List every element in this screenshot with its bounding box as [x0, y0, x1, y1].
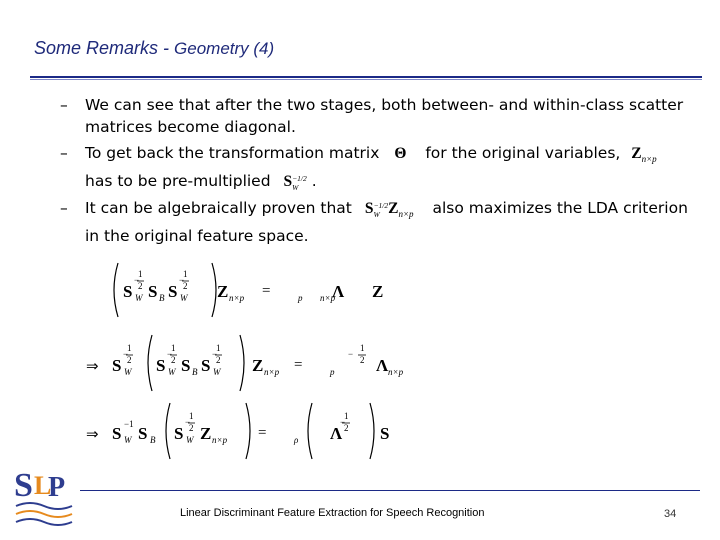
- svg-text:⇒: ⇒: [86, 427, 99, 443]
- svg-text:Z: Z: [252, 356, 264, 375]
- bullet-text: We can see that after the two stages, both between- and within-class scatter matrices become diagonal.: [85, 96, 684, 136]
- bullet-dash: –: [60, 144, 68, 162]
- math-sw: S −1/2 W: [283, 173, 307, 192]
- svg-text:1: 1: [138, 269, 143, 279]
- svg-text:=: =: [262, 283, 271, 299]
- svg-text:1: 1: [216, 343, 221, 353]
- svg-text:Z: Z: [217, 282, 229, 301]
- svg-text:−1: −1: [124, 419, 134, 429]
- svg-text:1: 1: [189, 411, 194, 421]
- math-theta: Θ: [394, 145, 407, 162]
- title-rule-thin: [30, 79, 702, 80]
- svg-text:W: W: [186, 435, 194, 445]
- equation-3: [86, 403, 389, 459]
- svg-text:B: B: [159, 293, 165, 303]
- svg-text:−: −: [185, 417, 191, 427]
- svg-text:B: B: [192, 367, 198, 377]
- svg-text:S: S: [380, 424, 390, 443]
- svg-text:S: S: [168, 282, 178, 301]
- slp-logo: [12, 462, 74, 534]
- svg-text:−: −: [340, 417, 346, 427]
- svg-text:1: 1: [171, 343, 176, 353]
- title-main: Some Remarks -: [34, 38, 175, 58]
- svg-text:2: 2: [344, 423, 349, 433]
- svg-text:ρ: ρ: [294, 435, 299, 445]
- svg-text:2: 2: [171, 355, 176, 365]
- bullet-text-c: has to be pre-multiplied: [85, 172, 271, 191]
- svg-text:S: S: [201, 356, 211, 375]
- svg-text:Z: Z: [372, 282, 384, 301]
- bullet-text-b: also maximizes the LDA criterion in the original feature space.: [85, 199, 688, 246]
- svg-text:Λ: Λ: [376, 356, 389, 375]
- bullet-dash: –: [60, 199, 68, 218]
- svg-text:−: −: [134, 275, 140, 285]
- svg-text:−: −: [348, 349, 354, 359]
- svg-text:W: W: [135, 293, 143, 303]
- svg-text:S: S: [156, 356, 166, 375]
- svg-text:S: S: [112, 356, 122, 375]
- slide-title: [34, 38, 274, 59]
- title-sub: Geometry (4): [174, 39, 275, 58]
- svg-text:−: −: [123, 349, 129, 359]
- svg-text:n×p: n×p: [229, 293, 245, 303]
- bullet-2: [60, 142, 700, 193]
- svg-text:S: S: [123, 282, 133, 301]
- svg-text:Z: Z: [200, 424, 212, 443]
- footer-rule: [80, 490, 700, 491]
- svg-text:S: S: [174, 424, 184, 443]
- svg-text:n×p: n×p: [264, 367, 280, 377]
- svg-text:Λ: Λ: [330, 424, 343, 443]
- title-rule: [30, 76, 702, 78]
- svg-text:W: W: [168, 367, 176, 377]
- svg-text:n×p: n×p: [212, 435, 228, 445]
- math-sw-z: S −1/2 W $Z_{n\times p}$: [364, 200, 414, 220]
- bullet-3: [60, 197, 700, 247]
- svg-text:Λ: Λ: [332, 282, 345, 301]
- bullet-list: [60, 94, 700, 251]
- svg-text:p: p: [330, 367, 335, 377]
- svg-text:=: =: [294, 357, 303, 373]
- bullet-text-b: for the original variables,: [425, 144, 621, 162]
- bullet-text-a: To get back the transformation matrix: [85, 144, 380, 162]
- equation-block: [80, 255, 420, 470]
- svg-text:1: 1: [183, 269, 188, 279]
- equations-figure: [80, 255, 420, 470]
- svg-text:p: p: [298, 293, 303, 303]
- svg-text:2: 2: [127, 355, 132, 365]
- bullet-1: [60, 94, 700, 138]
- svg-text:S: S: [148, 282, 158, 301]
- svg-text:W: W: [180, 293, 188, 303]
- svg-text:2: 2: [360, 355, 365, 365]
- equation-1: [114, 263, 383, 317]
- svg-text:2: 2: [183, 281, 188, 291]
- svg-text:1: 1: [344, 411, 349, 421]
- svg-text:W: W: [124, 367, 132, 377]
- svg-text:⇒: ⇒: [86, 359, 99, 375]
- svg-text:−: −: [179, 275, 185, 285]
- equation-2: [86, 335, 404, 391]
- svg-text:S: S: [181, 356, 191, 375]
- bullet-dash: –: [60, 96, 68, 114]
- page-number: 34: [664, 508, 677, 520]
- svg-text:W: W: [124, 435, 132, 445]
- svg-text:S: S: [112, 424, 122, 443]
- svg-text:L: L: [34, 471, 52, 500]
- svg-text:n×p: n×p: [388, 367, 404, 377]
- footer-text: Linear Discriminant Feature Extraction for Speech Recognition: [180, 507, 485, 519]
- svg-text:=: =: [258, 425, 267, 441]
- bullet-text-d: .: [311, 172, 317, 191]
- svg-text:S: S: [138, 424, 148, 443]
- svg-text:B: B: [150, 435, 156, 445]
- svg-text:2: 2: [189, 423, 194, 433]
- svg-text:S: S: [14, 467, 33, 504]
- svg-text:2: 2: [216, 355, 221, 365]
- svg-text:1: 1: [360, 343, 365, 353]
- svg-text:W: W: [213, 367, 221, 377]
- svg-text:1: 1: [127, 343, 132, 353]
- svg-text:2: 2: [138, 281, 143, 291]
- math-z: $Z_{n\times p}$: [631, 145, 657, 165]
- svg-text:−: −: [167, 349, 173, 359]
- bullet-text-a: It can be algebraically proven that: [85, 199, 352, 218]
- svg-text:n×p: n×p: [320, 293, 336, 303]
- svg-text:−: −: [212, 349, 218, 359]
- svg-text:P: P: [48, 472, 66, 503]
